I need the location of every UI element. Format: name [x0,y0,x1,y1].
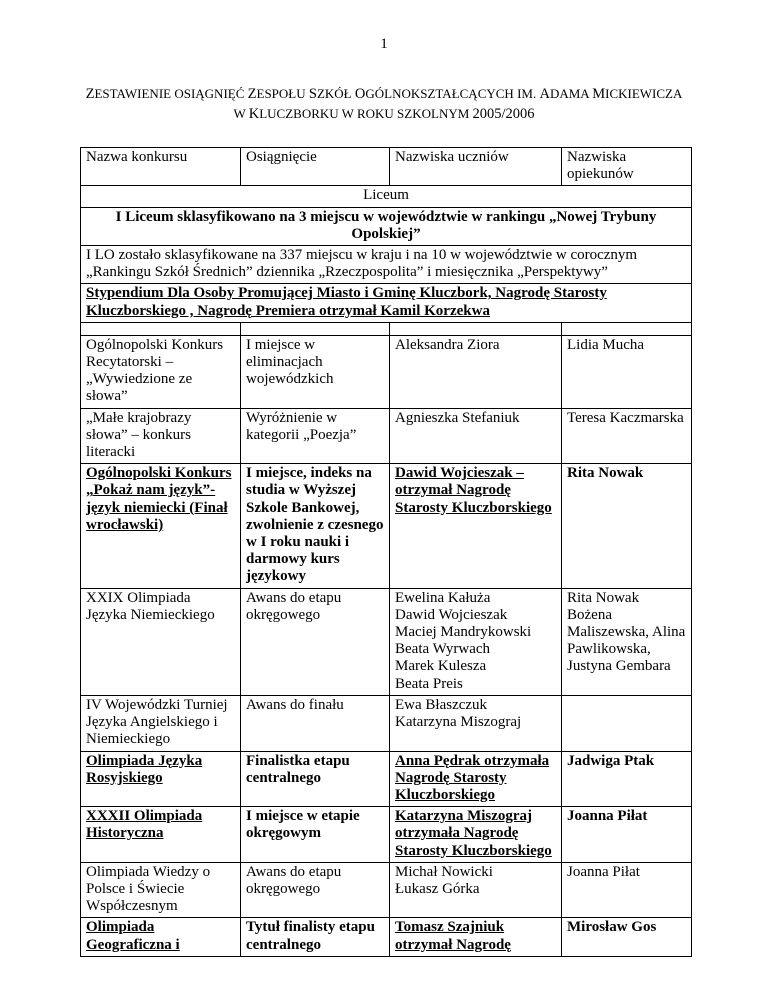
tutors-cell [562,695,692,751]
scholarship-note: Stypendium Dla Osoby Promującej Miasto i Gminę Kluczbork, Nagrodę Starosty Kluczborskiego , Nagrodę Premiera otrzymał Kamil Korzekwa [81,284,692,322]
achievement-cell: I miejsce w etapie okręgowym [241,807,390,863]
contest-cell: XXXII Olimpiada Historyczna [81,807,241,863]
title-text: DAMA [549,86,593,101]
title-text: Z [85,86,95,102]
achievement-cell: Awans do etapu okręgowego [241,862,390,918]
title-text: ESPOŁU [256,86,309,101]
student-name: Łukasz Górka [395,880,480,897]
achievement-cell: Finalistka etapu centralnego [241,751,390,807]
title-text: W [233,106,249,121]
student-name: Tomasz Szajniuk otrzymał Nagrodę [395,919,511,953]
note-row [81,246,692,284]
tutors-cell: Jadwiga Ptak [562,751,692,807]
section-label: Liceum [81,186,692,207]
contest-cell: Ogólnopolski Konkurs Recytatorski – „Wywiedzione ze słowa” [81,335,241,408]
title-text: K [248,106,260,122]
student-name: Maciej Mandrykowski [395,624,532,641]
achievement-cell: Wyróżnienie w kategorii „Poezja” [241,408,390,464]
achievement-cell: I miejsce, indeks na studia w Wyższej Szkole Bankowej, zwolnienie z czesnego w I roku nauki i darmowy kurs językowy [241,464,390,588]
student-name: Beata Wyrwach [395,641,491,658]
achievement-cell: Awans do finału [241,695,390,751]
ranking-note-bold: I Liceum sklasyfikowano na 3 miejscu w województwie w rankingu „Nowej Trybuny Opolskiej” [81,207,692,245]
student-name: Agnieszka Stefaniuk [395,409,520,426]
document-title [60,84,708,124]
table-row [81,588,692,695]
students-cell [390,464,562,588]
achievements-table [80,147,692,957]
contest-cell: „Małe krajobrazy słowa” – konkurs literacki [81,408,241,464]
student-name: Katarzyna Miszograj [395,714,522,731]
note-row [81,284,692,322]
table-row [81,335,692,408]
student-name: Ewa Błaszczuk [395,696,488,713]
student-name: Beata Preis [395,675,463,692]
title-text: LUCZBORKU W ROKU SZKOLNYM [259,106,473,121]
contest-cell: IV Wojewódzki Turniej Języka Angielskiego i Niemieckiego [81,695,241,751]
title-text: O [354,86,366,102]
header-students: Nazwiska uczniów [390,148,562,186]
page-number: 1 [380,36,388,52]
tutors-cell: Joanna Piłat [562,862,692,918]
student-name: Ewelina Kałuża [395,589,491,606]
contest-cell: XXIX Olimpiada Języka Niemieckiego [81,588,241,695]
title-text: A [539,86,550,102]
contest-cell: Olimpiada Wiedzy o Polsce i Świecie Współczesnym [81,862,241,918]
title-text: GÓLNOKSZTAŁCĄCYCH IM. [365,86,540,101]
tutors-cell: Joanna Piłat [562,807,692,863]
title-text: M [592,86,606,102]
table-row [81,862,692,918]
tutors-cell: Lidia Mucha [562,335,692,408]
student-name: Katarzyna Miszograj otrzymała Nagrodę Starosty Kluczborskiego [395,808,552,859]
students-cell [390,408,562,464]
title-text: ZKÓŁ [316,86,355,101]
title-text: ESTAWIENIE OSIĄGNIĘĆ [94,86,248,101]
student-name: Aleksandra Ziora [395,336,500,353]
tutors-cell: Mirosław Gos [562,918,692,956]
title-text: 2005/2006 [472,106,535,122]
title-text: Z [247,86,257,102]
spacer-row [81,322,692,335]
tutors-cell: Teresa Kaczmarska [562,408,692,464]
students-cell [390,918,562,956]
students-cell [390,807,562,863]
tutors-cell: Rita Nowak Bożena Maliszewska, Alina Pawlikowska, Justyna Gembara [562,588,692,695]
student-name: Michał Nowicki [395,863,493,880]
header-row [81,148,692,186]
header-tutors: Nazwiska opiekunów [562,148,692,186]
student-name: Marek Kulesza [395,658,487,675]
title-text: ICKIEWICZA [605,86,683,101]
table-row [81,807,692,863]
header-achievement: Osiągnięcie [241,148,390,186]
tutors-cell: Rita Nowak [562,464,692,588]
students-cell [390,862,562,918]
table-row [81,751,692,807]
students-cell [390,751,562,807]
table-row [81,918,692,956]
title-line-2 [60,104,708,124]
achievement-cell: Awans do etapu okręgowego [241,588,390,695]
title-text: S [308,86,317,102]
ranking-note: I LO zostało sklasyfikowane na 337 miejscu w kraju i na 10 w województwie w corocznym „Rankingu Szkół Średnich” dziennika „Rzeczpospolita” i miesięcznika „Perspektywy” [81,246,692,284]
table-row [81,464,692,588]
achievement-cell: Tytuł finalisty etapu centralnego [241,918,390,956]
table-row [81,695,692,751]
contest-cell: Olimpiada Geograficzna i [81,918,241,956]
title-line-1 [60,84,708,104]
students-cell [390,335,562,408]
student-name: Dawid Wojcieszak – otrzymał Nagrodę Starosty Kluczborskiego [395,465,552,516]
contest-cell: Ogólnopolski Konkurs „Pokaż nam język”- język niemiecki (Finał wrocławski) [81,464,241,588]
contest-cell: Olimpiada Języka Rosyjskiego [81,751,241,807]
section-row [81,186,692,207]
students-cell [390,588,562,695]
achievement-cell: I miejsce w eliminacjach wojewódzkich [241,335,390,408]
table-row [81,408,692,464]
header-contest: Nazwa konkursu [81,148,241,186]
student-name: Anna Pędrak otrzymała Nagrodę Starosty Kluczborskiego [395,752,550,803]
students-cell [390,695,562,751]
note-row [81,207,692,245]
student-name: Dawid Wojcieszak [395,606,508,623]
